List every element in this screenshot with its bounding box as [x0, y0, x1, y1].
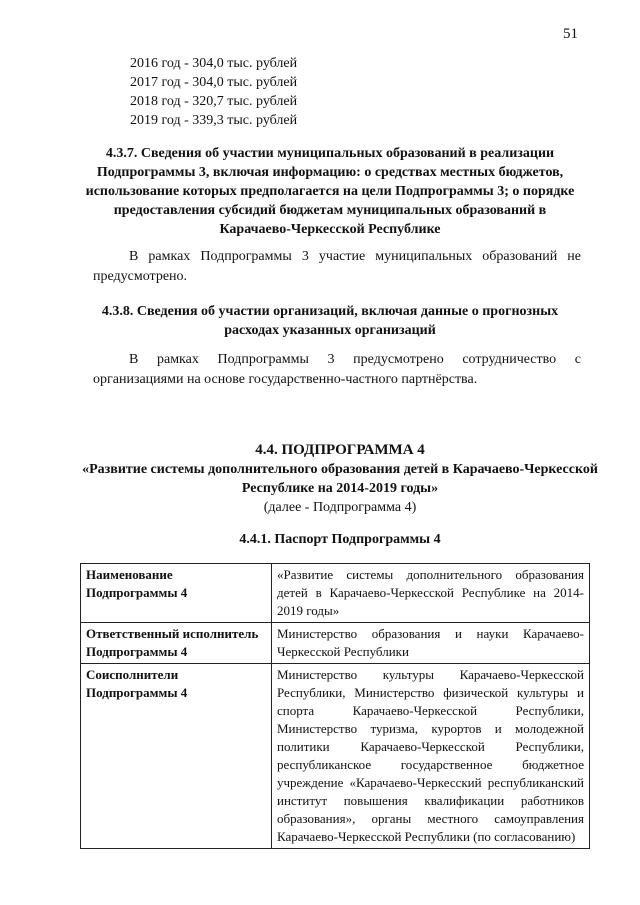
section-438-paragraph: В рамках Подпрограммы 3 предусмотрено сотрудничество с организациями на основе государственно-частного партнёрства.: [93, 352, 581, 387]
passport-value: «Развитие системы дополнительного образования детей в Карачаево-Черкесской Республике на 2014-2019 годы»: [272, 564, 590, 623]
passport-key: Наименование Подпрограммы 4: [81, 564, 272, 623]
passport-key: Ответственный исполнитель Подпрограммы 4: [81, 623, 272, 664]
section-438-text: [93, 350, 581, 390]
cost-list: [130, 54, 297, 130]
passport-value: Министерство образования и науки Карачаево-Черкесской Республики: [272, 623, 590, 664]
cost-line: 2017 год - 304,0 тыс. рублей: [130, 75, 298, 90]
subprogram-4-note: (далее - Подпрограмма 4): [263, 500, 417, 515]
table-row: [81, 664, 590, 849]
passport-table: [80, 563, 590, 849]
table-row: [81, 623, 590, 664]
section-437-paragraph: В рамках Подпрограммы 3 участие муниципальных образований не предусмотрено.: [93, 249, 581, 284]
subprogram-4-title-block: [80, 441, 600, 517]
cost-line: 2019 год - 339,3 тыс. рублей: [130, 113, 298, 128]
subprogram-4-title: 4.4. ПОДПРОГРАММА 4: [255, 442, 425, 458]
cost-line: 2016 год - 304,0 тыс. рублей: [130, 56, 298, 71]
cost-line: 2018 год - 320,7 тыс. рублей: [130, 94, 298, 109]
section-437-text: [93, 247, 581, 287]
passport-title: 4.4.1. Паспорт Подпрограммы 4: [239, 532, 441, 547]
section-438-heading: 4.3.8. Сведения об участии организаций, включая данные о прогнозных расходах указанных организаций: [101, 304, 559, 338]
passport-value: Министерство культуры Карачаево-Черкесской Республики, Министерство физической культуры и спорта Карачаево-Черкесской Республики, Министерство туризма, курортов и молодежной политики Карачаево-Черкесской Республики, республиканское государственное бюджетное учреждение «Карачаево-Черкесский республиканский институт повышения квалификации работников образования», органы местного самоуправления Карачаево-Черкесской Республики (по согласованию): [272, 664, 590, 849]
section-437-heading: 4.3.7. Сведения об участии муниципальных образований в реализации Подпрограммы 3, включая информацию: о средствах местных бюджетов, использование которых предполагается на цели Подпрограммы 3; о порядке предоставления субсидий бюджетам муниципальных образований в Карачаево-Черкесской Республике: [85, 146, 575, 237]
subprogram-4-name: «Развитие системы дополнительного образования детей в Карачаево-Черкесской Республике на 2014-2019 годы»: [82, 462, 598, 496]
page-number: 51: [563, 26, 578, 42]
passport-key: Соисполнители Подпрограммы 4: [81, 664, 272, 849]
table-row: [81, 564, 590, 623]
